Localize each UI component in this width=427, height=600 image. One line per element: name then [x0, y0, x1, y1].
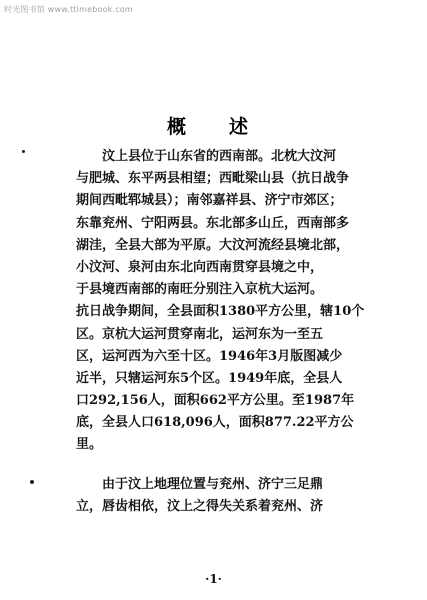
watermark-text: 时光图书馆 www.ttimebook.com: [4, 5, 133, 14]
text-line: 小汶河、泉河由东北向西南贯穿县境之中，: [76, 259, 324, 275]
text-line: 底，全县人口618,096人，面积877.22平方公: [76, 415, 354, 431]
text-line: 由于汶上地理位置与兖州、济宁三足鼎: [102, 476, 324, 492]
text-line: 里。: [76, 437, 103, 453]
text-line: 东靠兖州、宁阳两县。东北部多山丘，西南部多: [76, 215, 350, 231]
paragraph-1: [76, 146, 401, 457]
text-line: 区。京杭大运河贯穿南北，运河东为一至五: [76, 326, 324, 342]
text-line: 区，运河西为六至十区。1946年3月版图减少: [76, 348, 343, 364]
paragraph-2: [76, 474, 401, 518]
scan-speck: [30, 480, 34, 484]
text-line: 抗日战争期间，全县面积1380平方公里，辖10个: [76, 304, 365, 320]
text-line: 立，唇齿相依，汶上之得失关系着兖州、济: [76, 498, 324, 514]
text-line: 与肥城、东平两县相望；西毗梁山县（抗日战争: [76, 171, 350, 187]
text-line: 期间西毗郓城县）；南邻嘉祥县、济宁市郊区；: [76, 193, 343, 209]
text-line: 近半，只辖运河东5个区。1949年底，全县人: [76, 370, 343, 386]
page-number: ·1·: [205, 572, 222, 586]
paragraph-gap: [76, 457, 401, 474]
scan-speck: [22, 150, 25, 153]
text-line: 口292,156人，面积662平方公里。至1987年: [76, 393, 355, 409]
page-title: 概 述: [166, 116, 260, 138]
body-text: [76, 146, 401, 518]
text-line: 湖洼，全县大部为平原。大汶河流经县境北部，: [76, 237, 350, 253]
text-line: 汶上县位于山东省的西南部。北枕大汶河: [102, 149, 337, 164]
text-line: 于县境西南部的南旺分别注入京杭大运河。: [76, 282, 324, 298]
